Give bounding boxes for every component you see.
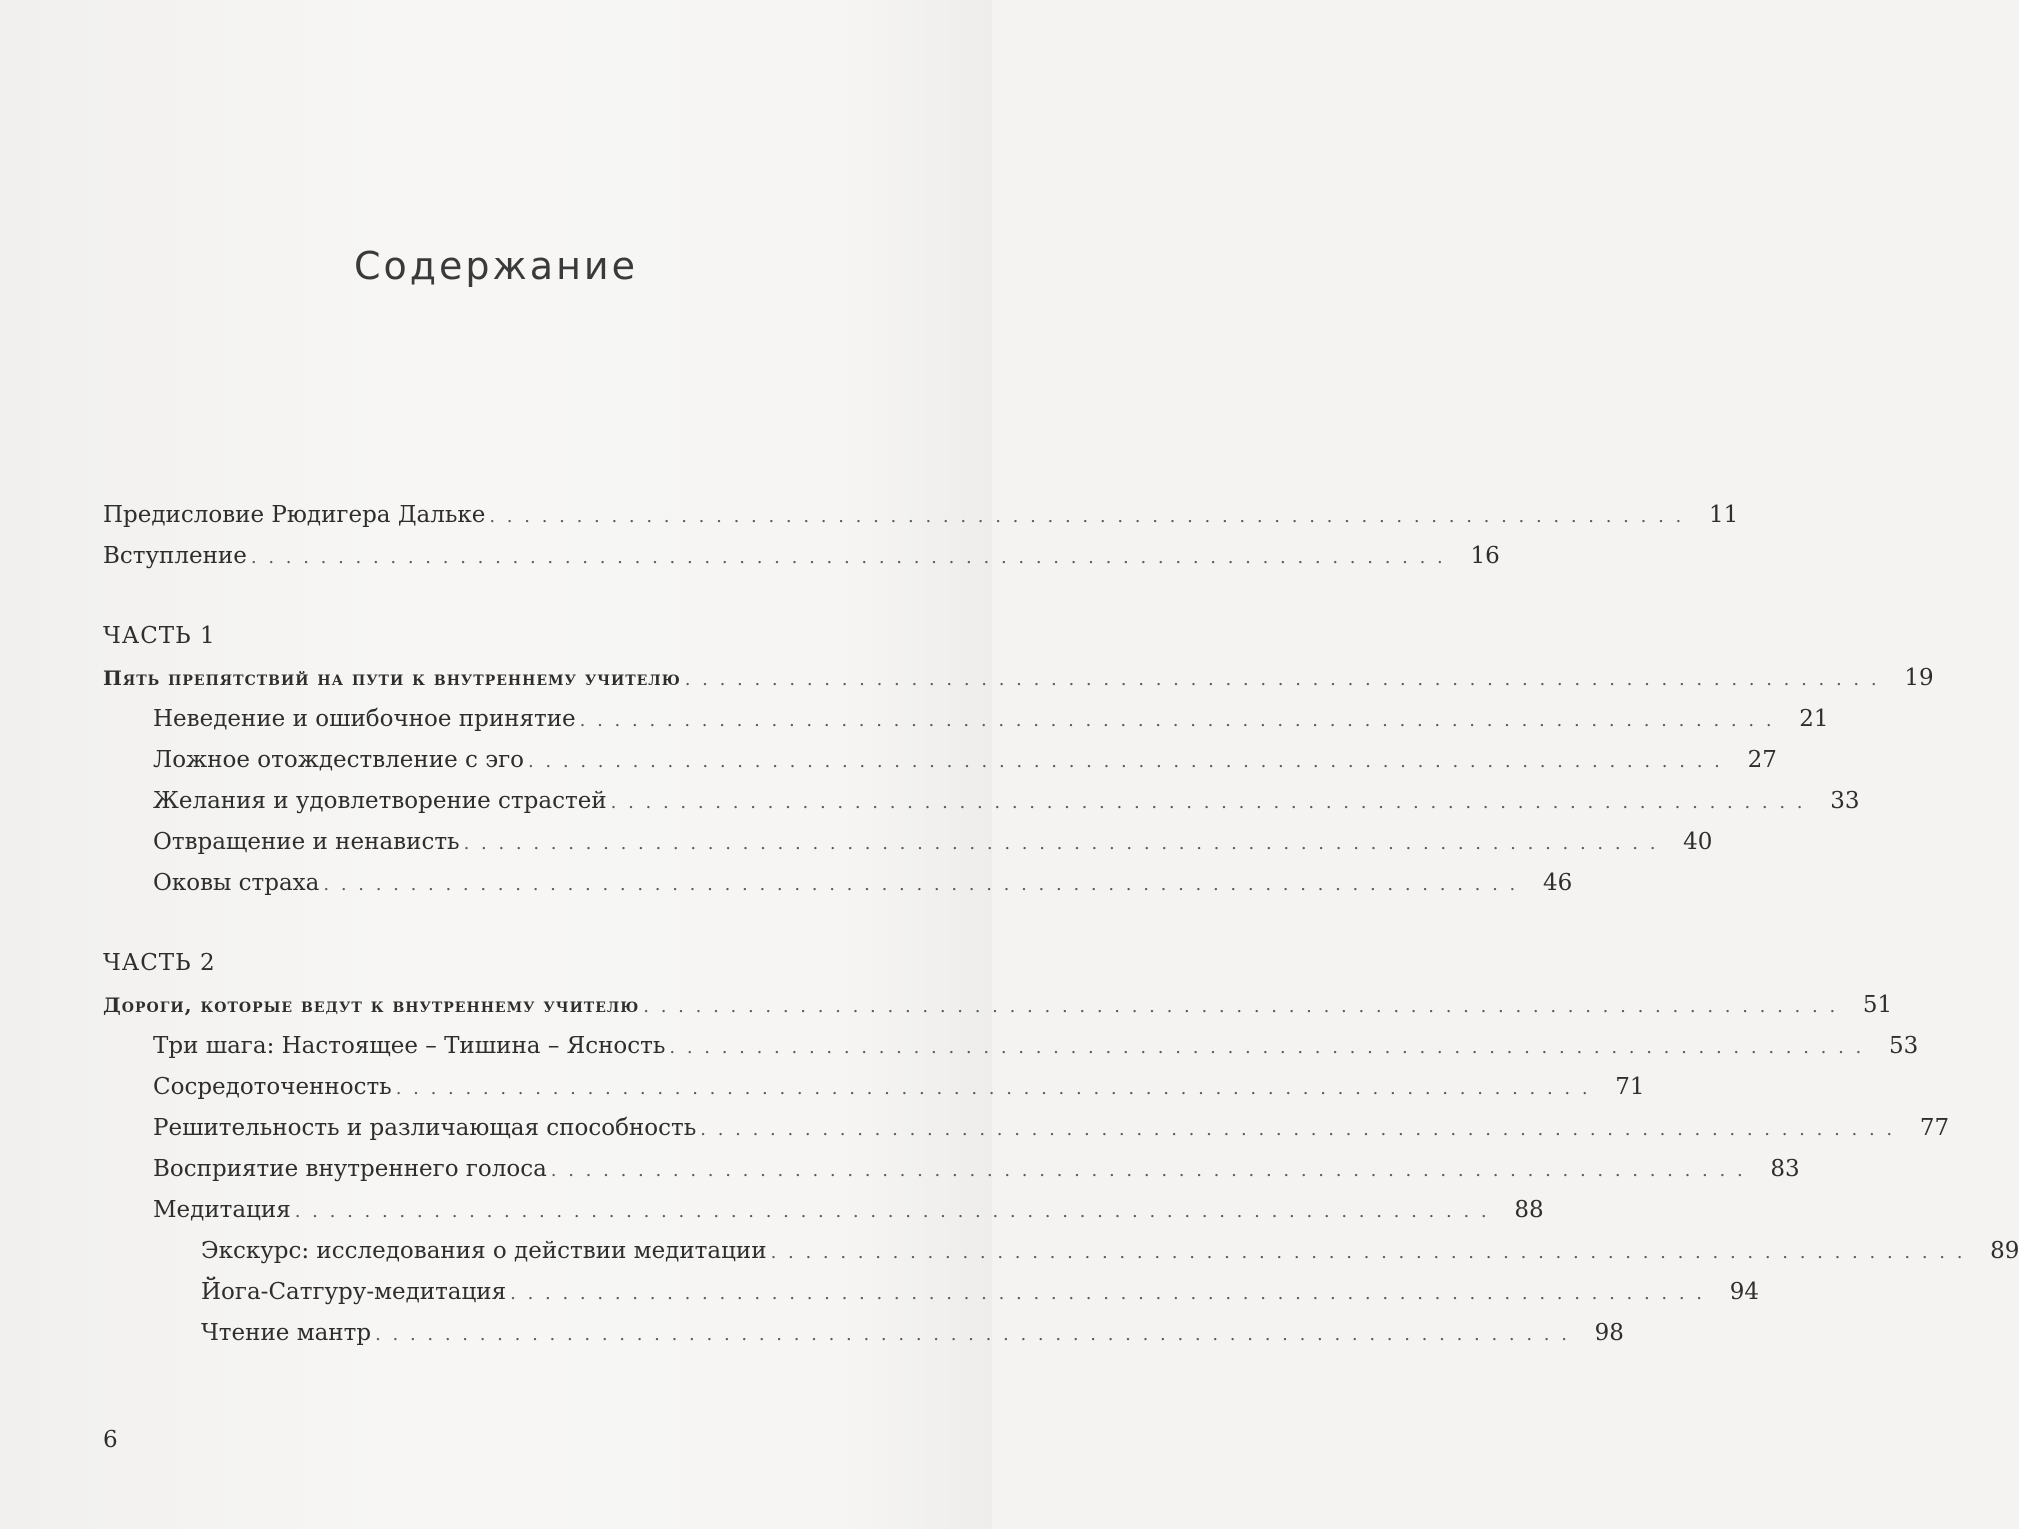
toc-entry[interactable] bbox=[153, 1113, 1950, 1145]
page-title: Содержание bbox=[354, 244, 638, 288]
dot-leader: . . . . . . . . . . . . . . . . . . . . . . . . . . . . . . . . . . . . . . . . . . . . . . . . . . . . . . . . . . . . . . . . . . . . . bbox=[527, 751, 1723, 772]
toc-entry-page: 21 bbox=[1799, 706, 1829, 732]
dot-leader: . . . . . . . . . . . . . . . . . . . . . . . . . . . . . . . . . . . . . . . . . . . . . . . . . . . . . . . . . . . . . . . . . . . . . bbox=[684, 669, 1880, 690]
toc-subentry[interactable] bbox=[201, 1318, 1624, 1350]
toc-subentry-title: Йога-Сатгуру-медитация bbox=[201, 1279, 507, 1305]
part-2-heading[interactable] bbox=[103, 990, 1893, 1022]
toc-entry[interactable] bbox=[153, 745, 1777, 777]
page-number: 6 bbox=[103, 1427, 118, 1453]
toc-entry-title: Ложное отождествление с эго bbox=[153, 747, 524, 773]
dot-leader: . . . . . . . . . . . . . . . . . . . . . . . . . . . . . . . . . . . . . . . . . . . . . . . . . . . . . . . . . . . . . . . . . . . . . bbox=[463, 833, 1659, 854]
part-1-label: ЧАСТЬ 1 bbox=[103, 623, 216, 649]
toc-entry-page: 83 bbox=[1770, 1156, 1800, 1182]
dot-leader: . . . . . . . . . . . . . . . . . . . . . . . . . . . . . . . . . . . . . . . . . . . . . . . . . . . . . . . . . . . . . . . . . . . . . bbox=[294, 1201, 1490, 1222]
dot-leader: . . . . . . . . . . . . . . . . . . . . . . . . . . . . . . . . . . . . . . . . . . . . . . . . . . . . . . . . . . . . . . . . . . . . . bbox=[489, 506, 1685, 527]
toc-entry[interactable] bbox=[153, 704, 1829, 736]
toc-entry-title: Неведение и ошибочное принятие bbox=[153, 706, 576, 732]
toc-entry-page: 88 bbox=[1514, 1197, 1544, 1223]
toc-entry-page: 53 bbox=[1888, 1033, 1919, 1059]
toc-entry[interactable] bbox=[153, 827, 1713, 859]
toc-entry[interactable] bbox=[153, 868, 1573, 900]
toc-subentry[interactable] bbox=[201, 1277, 1760, 1309]
toc-entry-page: 40 bbox=[1683, 829, 1713, 855]
toc-entry-title: Оковы страха bbox=[153, 870, 320, 896]
toc-heading-title: Дороги, которые ведут к внутреннему учителю bbox=[103, 993, 640, 1017]
dot-leader: . . . . . . . . . . . . . . . . . . . . . . . . . . . . . . . . . . . . . . . . . . . . . . . . . . . . . . . . . . . . . . . . . . . . . bbox=[610, 792, 1806, 813]
toc-entry-title: Решительность и различающая способность bbox=[153, 1115, 697, 1141]
toc-entry[interactable] bbox=[103, 541, 1500, 573]
toc-subentry-page: 89 bbox=[1990, 1238, 2019, 1264]
toc-subentry-page: 94 bbox=[1729, 1279, 1760, 1305]
toc-entry-title: Восприятие внутреннего голоса bbox=[153, 1156, 547, 1182]
toc-subentry-title: Чтение мантр bbox=[201, 1320, 372, 1346]
toc-entry-page: 33 bbox=[1830, 788, 1860, 814]
toc-entry-title: Предисловие Рюдигера Дальке bbox=[103, 502, 486, 528]
toc-subentry-title: Экскурс: исследования о действии медитации bbox=[201, 1238, 767, 1264]
toc-entry-title: Сосредоточенность bbox=[153, 1074, 392, 1100]
dot-leader: . . . . . . . . . . . . . . . . . . . . . . . . . . . . . . . . . . . . . . . . . . . . . . . . . . . . . . . . . . . . . . . . . . . . . bbox=[550, 1160, 1746, 1181]
toc-entry-page: 11 bbox=[1708, 502, 1739, 528]
dot-leader: . . . . . . . . . . . . . . . . . . . . . . . . . . . . . . . . . . . . . . . . . . . . . . . . . . . . . . . . . . . . . . . . . . . . . bbox=[579, 710, 1775, 731]
dot-leader: . . . . . . . . . . . . . . . . . . . . . . . . . . . . . . . . . . . . . . . . . . . . . . . . . . . . . . . . . . . . . . . . . . . . . bbox=[323, 874, 1519, 895]
dot-leader: . . . . . . . . . . . . . . . . . . . . . . . . . . . . . . . . . . . . . . . . . . . . . . . . . . . . . . . . . . . . . . . . . . . . . bbox=[395, 1078, 1591, 1099]
dot-leader: . . . . . . . . . . . . . . . . . . . . . . . . . . . . . . . . . . . . . . . . . . . . . . . . . . . . . . . . . . . . . . . . . . . . . bbox=[375, 1324, 1570, 1345]
toc-entry-page: 71 bbox=[1615, 1074, 1645, 1100]
toc-subentry[interactable] bbox=[201, 1236, 2019, 1268]
toc-entry-page: 16 bbox=[1470, 543, 1500, 569]
toc-heading-page: 51 bbox=[1862, 992, 1893, 1018]
toc-entry[interactable] bbox=[153, 1031, 1919, 1063]
toc-entry-page: 77 bbox=[1919, 1115, 1950, 1141]
toc-entry-page: 27 bbox=[1747, 747, 1777, 773]
toc-heading-title: Пять препятствий на пути к внутреннему учителю bbox=[103, 666, 681, 690]
toc-entry[interactable] bbox=[153, 786, 1860, 818]
dot-leader: . . . . . . . . . . . . . . . . . . . . . . . . . . . . . . . . . . . . . . . . . . . . . . . . . . . . . . . . . . . . . . . . . . . . . bbox=[250, 547, 1446, 568]
toc-entry-title: Три шага: Настоящее – Тишина – Ясность bbox=[153, 1033, 666, 1059]
toc-entry-title: Медитация bbox=[153, 1197, 291, 1223]
toc-entry[interactable] bbox=[153, 1154, 1800, 1186]
toc-heading-page: 19 bbox=[1904, 665, 1934, 691]
dot-leader: . . . . . . . . . . . . . . . . . . . . . . . . . . . . . . . . . . . . . . . . . . . . . . . . . . . . . . . . . . . . . . . . . . . . . bbox=[643, 996, 1839, 1017]
dot-leader: . . . . . . . . . . . . . . . . . . . . . . . . . . . . . . . . . . . . . . . . . . . . . . . . . . . . . . . . . . . . . . . . . . . . . bbox=[669, 1037, 1865, 1058]
toc-entry[interactable] bbox=[153, 1072, 1645, 1104]
dot-leader: . . . . . . . . . . . . . . . . . . . . . . . . . . . . . . . . . . . . . . . . . . . . . . . . . . . . . . . . . . . . . . . . . . . . . bbox=[700, 1119, 1896, 1140]
dot-leader: . . . . . . . . . . . . . . . . . . . . . . . . . . . . . . . . . . . . . . . . . . . . . . . . . . . . . . . . . . . . . . . . . . . . . bbox=[510, 1283, 1706, 1304]
toc-entry[interactable] bbox=[153, 1195, 1544, 1227]
toc-entry-title: Вступление bbox=[103, 543, 247, 569]
toc-entry-title: Отвращение и ненависть bbox=[153, 829, 460, 855]
toc-entry[interactable] bbox=[103, 500, 1739, 532]
part-1-heading[interactable] bbox=[103, 663, 1934, 695]
toc-entry-page: 46 bbox=[1542, 870, 1573, 896]
part-2-label: ЧАСТЬ 2 bbox=[103, 950, 216, 976]
dot-leader: . . . . . . . . . . . . . . . . . . . . . . . . . . . . . . . . . . . . . . . . . . . . . . . . . . . . . . . . . . . . . . . . . . . . . bbox=[770, 1242, 1966, 1263]
toc-subentry-page: 98 bbox=[1594, 1320, 1624, 1346]
toc-entry-title: Желания и удовлетворение страстей bbox=[153, 788, 607, 814]
